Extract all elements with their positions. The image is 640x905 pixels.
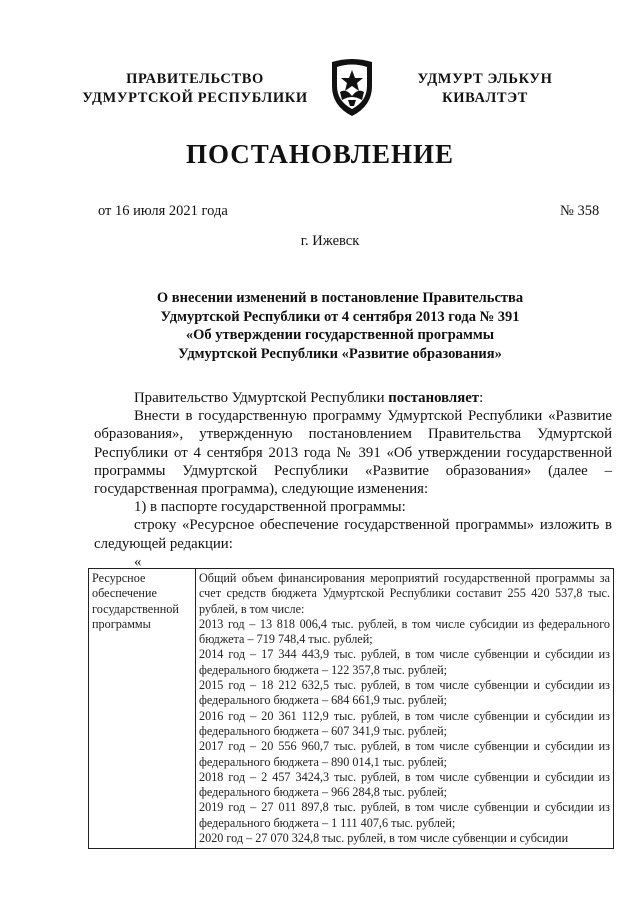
government-name-line2: УДМУРТСКОЙ РЕСПУБЛИКИ	[82, 90, 308, 106]
document-number: № 358	[560, 203, 600, 219]
quote-open-mark: «	[134, 553, 142, 570]
document-city: г. Ижевск	[300, 233, 360, 249]
table-year-line: 2014 год – 17 344 443,9 тыс. рублей, в том числе субвенции и субсидии из федерального бюджета – 122 357,8 тыс. рублей;	[199, 647, 610, 677]
government-name-udmurt	[385, 70, 585, 108]
resolution-paragraph	[94, 389, 612, 407]
resolution-colon: :	[479, 390, 484, 406]
subject-line-3: «Об утверждении государственной программы	[185, 327, 495, 343]
amendment-paragraph: Внести в государственную программу Удмуртской Республики «Развитие образования», утвержденную постановлением Правительства Удмуртской Республики от 4 сентября 2013 года № 391 «Об утверждении государственной программы Удмуртской Республики «Развитие образования» (далее – государственная программа), следующие изменения:	[94, 408, 612, 498]
resource-table-container	[88, 568, 614, 849]
document-subject	[100, 289, 580, 363]
table-right-content	[196, 569, 614, 849]
table-year-line: 2013 год – 13 818 006,4 тыс. рублей, в том числе субсидии из федерального бюджета – 719 748,4 тыс. рублей;	[199, 616, 610, 647]
document-type-title: ПОСТАНОВЛЕНИЕ	[185, 139, 455, 169]
document-date: от 16 июля 2021 года	[98, 203, 228, 219]
document-body	[94, 389, 612, 571]
table-intro: Общий объем финансирования мероприятий государственной программы за счет средств бюджета Удмуртской Республики составит 255 420 537,8 тыс. рублей, в том числе:	[199, 571, 610, 616]
table-row	[89, 569, 614, 849]
government-name-line1: ПРАВИТЕЛЬСТВО	[126, 71, 264, 87]
government-name-russian	[70, 70, 320, 108]
subject-line-2: Удмуртской Республики от 4 сентября 2013 года № 391	[160, 308, 520, 325]
table-year-line: 2017 год – 20 556 960,7 тыс. рублей, в том числе субвенции и субсидии из федерального бюджета – 890 014,1 тыс. рублей;	[199, 739, 610, 769]
passport-paragraph: 1) в паспорте государственной программы:	[134, 499, 406, 516]
resource-table	[88, 568, 614, 849]
subject-line-4: Удмуртской Республики «Развитие образования»	[178, 345, 502, 362]
table-year-line: 2020 год – 27 070 324,8 тыс. рублей, в том числе субвенции и субсидии	[199, 831, 569, 846]
table-year-line: 2018 год – 2 457 3424,3 тыс. рублей, в том числе субвенции и субсидии из федерального бюджета – 966 284,8 тыс. рублей;	[199, 769, 610, 800]
resource-row-paragraph: строку «Ресурсное обеспечение государственной программы» изложить в следующей редакции:	[94, 517, 612, 552]
resolution-text: Правительство Удмуртской Республики	[134, 390, 389, 406]
table-year-line: 2015 год – 18 212 632,5 тыс. рублей, в том числе субвенции и субсидии из федерального бюджета – 684 661,9 тыс. рублей;	[199, 678, 610, 708]
table-year-line: 2019 год – 27 011 897,8 тыс. рублей, в том числе субвенции и субсидии из федерального бюджета – 1 111 407,6 тыс. рублей;	[199, 800, 610, 830]
table-year-line: 2016 год – 20 361 112,9 тыс. рублей, в том числе субвенции и субсидии из федерального бюджета – 607 341,9 тыс. рублей;	[199, 708, 610, 738]
government-name-udmurt-line2: КИВАЛТЭТ	[442, 90, 528, 106]
government-name-udmurt-line1: УДМУРТ ЭЛЬКУН	[417, 71, 553, 87]
subject-line-1: О внесении изменений в постановление Правительства	[156, 290, 524, 306]
resolution-verb: постановляет	[388, 390, 480, 406]
table-left-label: Ресурсное обеспечение государственной программы	[89, 569, 196, 849]
udmurt-emblem-icon	[328, 56, 376, 118]
